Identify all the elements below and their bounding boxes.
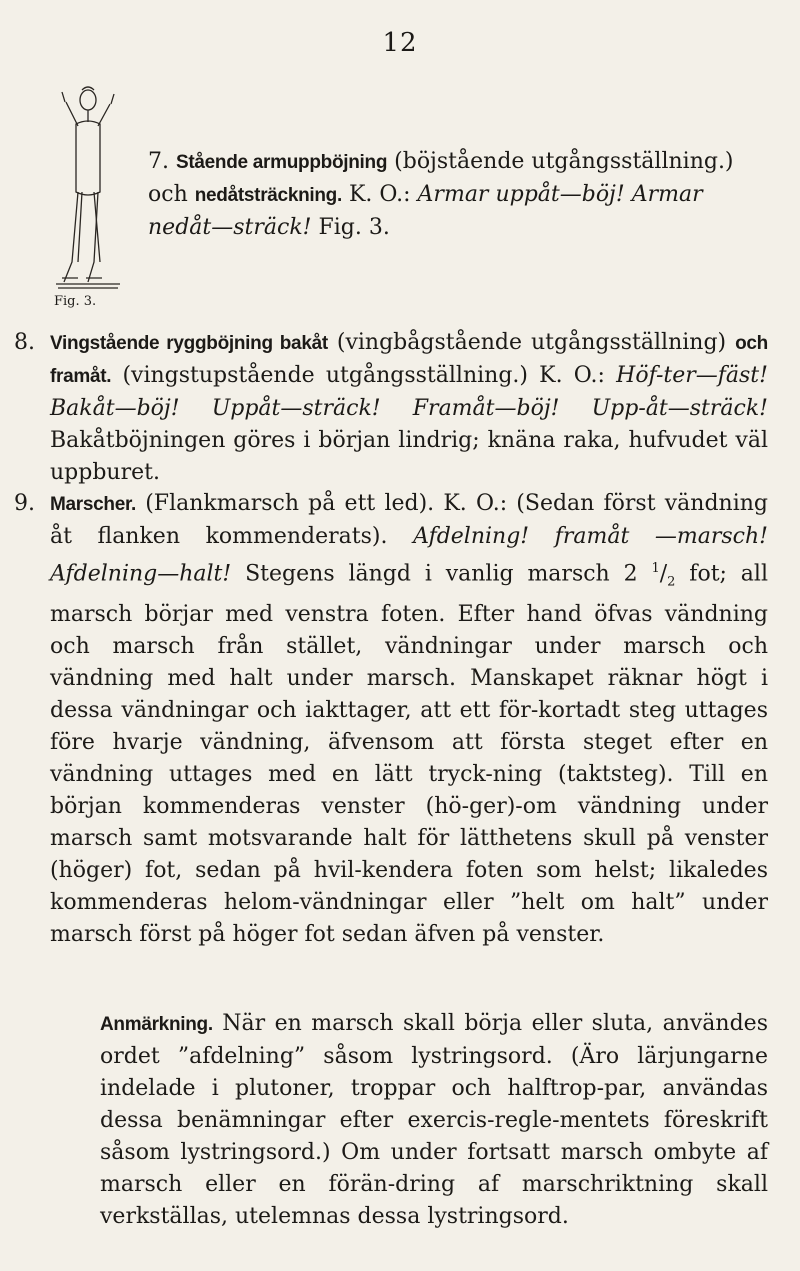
fraction-numerator: 1 bbox=[651, 561, 660, 576]
exercise-item-7 bbox=[148, 146, 768, 244]
item-heading-secondary: och framåt. bbox=[50, 333, 768, 387]
exercise-item-9: 9. Marscher. (Flankmarsch på ett led). K. O.: (Sedan först vändning åt flanken kommenderats). Afdelning! framåt —marsch! Afdelning—halt! Stegens längd i vanlig marsch 2 $^1/_2$ fot; all marsch börjar med venstra foten. Efter hand öfvas vändning och marsch från stället, vändningar under marsch och vändning med halt under marsch. Manskapet räknar högt i dessa vändningar och iakttager, att ett för-kortadt steg uttages före hvarje vändning, äfvensom att första steget efter en vändning uttages med en lätt tryck-ning (taktsteg). Till en början kommenderas venster (hö-ger)-om vändning under marsch samt motsvarande halt för lätthetens skull på venster (höger) fot, sedan på hvil-kendera foten som helst; likaledes kommenderas helom-vändningar eller ”helt om halt” under marsch först på höger fot sedan äfven på venster. bbox=[50, 488, 768, 951]
item-number: 9. bbox=[14, 491, 35, 516]
item-text: (böjstående utgångsställning.) och bbox=[148, 149, 734, 207]
item-text: Bakåtböjningen göres i början lindrig; knäna raka, hufvudet väl uppburet. bbox=[50, 428, 768, 485]
item-heading: Stående armuppböjning bbox=[176, 152, 388, 173]
command-text: Höf-ter—fäst! Bakåt—böj! Uppåt—sträck! Framåt—böj! Upp-åt—sträck! bbox=[50, 363, 768, 421]
item-number: 8. bbox=[14, 330, 35, 355]
exercise-item-8 bbox=[14, 327, 768, 489]
remark-text: När en marsch skall börja eller sluta, användes ordet ”afdelning” såsom lystringsord. (Äro lärjungarne indelade i plutoner, troppar och halftrop-par, användas dessa benämningar efter exercis-regle-mentets föreskrift såsom lystringsord.) Om under fortsatt marsch ombyte af marsch eller en förän-dring af marschriktning skall verkställas, utelemnas dessa lystringsord. bbox=[100, 1011, 768, 1229]
gymnast-figure-illustration bbox=[48, 82, 128, 292]
standing-figure-drawing bbox=[48, 82, 128, 292]
item-text: Fig. 3. bbox=[311, 215, 390, 240]
command-text: Armar uppåt—böj! Armar nedåt—sträck! bbox=[148, 182, 703, 240]
item-text: K. O.: bbox=[341, 182, 418, 207]
remark-heading: Anmärkning. bbox=[100, 1014, 213, 1035]
item-text: (vingbågstående utgångsställning) bbox=[327, 330, 736, 355]
page-number: 12 bbox=[382, 28, 418, 58]
remark-note bbox=[100, 1008, 768, 1233]
item-number: 7. bbox=[148, 149, 169, 174]
item-text: fot; all marsch börjar med venstra foten. Efter hand öfvas vändning och marsch från stället, vändningar under marsch och vändning med halt under marsch. Manskapet räknar högt i dessa vändningar och iakttager, att ett för-kortadt steg uttages före hvarje vändning, äfvensom att första steget efter en vändning uttages med en lätt tryck-ning (taktsteg). Till en början kommenderas venster (hö-ger)-om vändning under marsch samt motsvarande halt för lätthetens skull på venster (höger) fot, sedan på hvil-kendera foten som helst; likaledes kommenderas helom-vändningar eller ”helt om halt” under marsch först på höger fot sedan äfven på venster. bbox=[50, 561, 768, 947]
item-heading: Marscher. bbox=[50, 494, 137, 515]
item-text: Stegens längd i vanlig marsch 2 bbox=[231, 561, 652, 587]
item-text: (vingstupstående utgångsställning.) K. O.: bbox=[111, 363, 617, 388]
figure-block bbox=[48, 82, 768, 309]
item-text: (Flankmarsch på ett led). K. O.: (Sedan först vändning åt flanken kommenderats). bbox=[50, 491, 768, 549]
item-heading: Vingstående ryggböjning bakåt bbox=[50, 333, 328, 354]
command-text: Afdelning! framåt —marsch! Afdelning—halt! bbox=[50, 524, 768, 587]
fraction-denominator: 2 bbox=[667, 574, 676, 590]
figure-caption: Fig. 3. bbox=[54, 294, 97, 309]
item-heading-secondary: nedåtsträckning. bbox=[194, 185, 342, 206]
